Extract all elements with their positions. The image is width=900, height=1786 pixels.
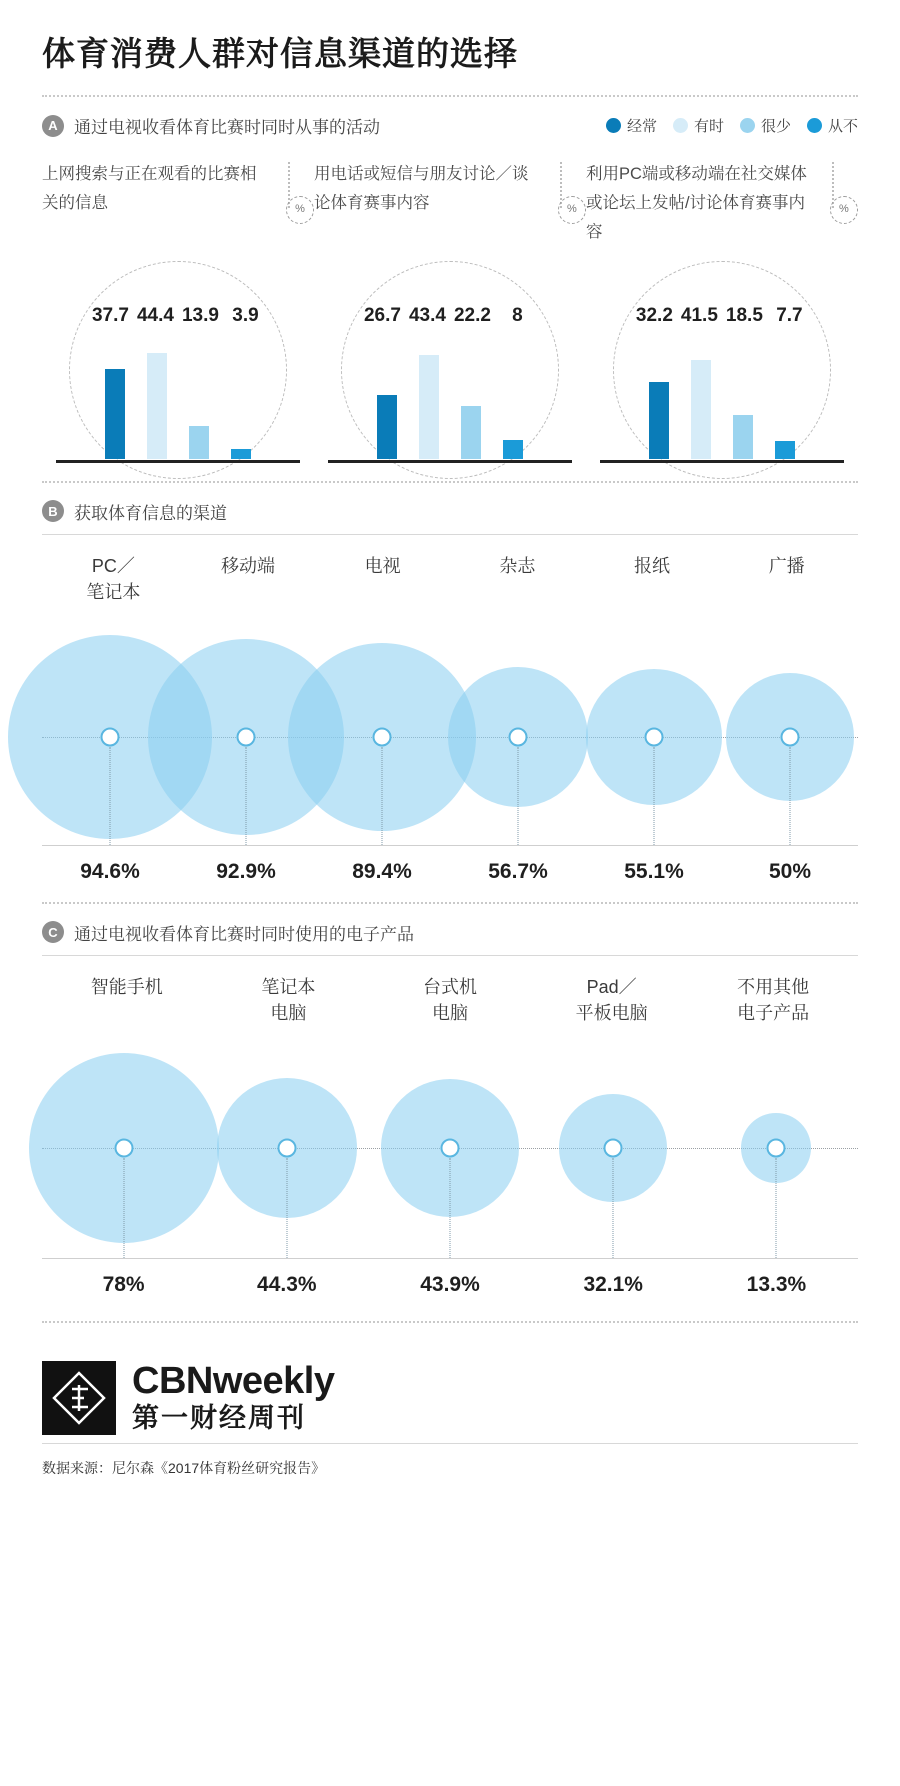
column-label-text: 上网搜索与正在观看的比赛相关的信息 [42, 165, 257, 212]
value-label: 92.9% [216, 859, 276, 883]
bubble-item [722, 617, 858, 845]
bubble-row [42, 1038, 858, 1258]
value-label: 44.3% [257, 1273, 317, 1296]
legend-label: 从不 [827, 118, 858, 135]
bubble-stem [518, 747, 519, 845]
bubble-node [441, 1139, 460, 1158]
bar [147, 353, 167, 459]
bubble-node [373, 727, 392, 746]
bar [691, 360, 711, 459]
footer [42, 1323, 858, 1478]
bar-value: 3.9 [232, 304, 259, 326]
legend-swatch-icon [606, 118, 621, 133]
column-label-text: 用电话或短信与朋友讨论／谈论体育赛事内容 [313, 165, 529, 212]
value-label: 50% [768, 859, 812, 883]
bubble-node [237, 727, 256, 746]
bar-value: 41.5 [680, 304, 718, 326]
percent-icon: % [558, 196, 586, 224]
bar-value: 13.9 [181, 304, 219, 326]
bubble-item [205, 1038, 368, 1258]
section-b-values [42, 846, 858, 884]
bubble-item [695, 1038, 858, 1258]
bar-chart-group [586, 261, 858, 481]
brand-block [42, 1341, 858, 1443]
bubble-node [277, 1139, 296, 1158]
bubble-stem [790, 747, 791, 845]
bar [649, 382, 669, 459]
legend-item [807, 115, 858, 136]
bar [461, 406, 481, 459]
legend-swatch-icon [673, 118, 688, 133]
category-label: 移动端 [221, 555, 275, 576]
bubble-stem [654, 747, 655, 845]
axis-line [328, 460, 572, 463]
bubble-stem [776, 1158, 777, 1258]
legend-a [606, 115, 858, 136]
page-title: 体育消费人群对信息渠道的选择 [42, 35, 518, 72]
bar-value: 44.4 [136, 304, 174, 326]
legend-item [673, 115, 724, 136]
percent-icon: % [830, 196, 858, 224]
bar-value: 22.2 [453, 304, 491, 326]
section-a-badge: A [42, 115, 64, 137]
section-c-title: 通过电视收看体育比赛时同时使用的电子产品 [74, 924, 414, 944]
bubble-item [532, 1038, 695, 1258]
value-label: 13.3% [746, 1273, 807, 1296]
value-label: 94.6% [80, 859, 140, 883]
legend-label: 经常 [626, 118, 657, 135]
bars [314, 339, 586, 459]
bubble-item [314, 617, 450, 845]
column-label-text: 利用PC端或移动端在社交媒体或论坛上发帖/讨论体育赛事内容 [585, 165, 807, 241]
legend-item [606, 115, 657, 136]
bars [42, 339, 314, 459]
bar [775, 441, 795, 459]
section-c-categories [42, 956, 858, 1026]
section-c-badge: C [42, 921, 64, 943]
category-label: 智能手机 [90, 976, 163, 997]
bubble-item [450, 617, 586, 845]
section-c-header [42, 904, 858, 955]
category-label: Pad／ 平板电脑 [575, 976, 648, 1023]
category-label: 杂志 [499, 555, 536, 576]
bar [419, 355, 439, 459]
bubble-stem [246, 747, 247, 845]
bar-value: 8 [512, 304, 523, 326]
bubble-node [645, 727, 664, 746]
legend-swatch-icon [740, 118, 755, 133]
bar-value: 18.5 [725, 304, 763, 326]
bubble-item [586, 617, 722, 845]
bubble-item [368, 1038, 531, 1258]
bar [377, 395, 397, 459]
bubble-node [114, 1139, 133, 1158]
brand-name-cn: 第一财经周刊 [132, 1402, 306, 1433]
bar-value-labels [42, 305, 314, 327]
category-label: 电视 [364, 555, 401, 576]
bar [503, 440, 523, 459]
legend-label: 很少 [760, 118, 791, 135]
bubble-node [101, 727, 120, 746]
bubble-stem [123, 1158, 124, 1258]
bar-value: 26.7 [363, 304, 401, 326]
bar-value: 7.7 [776, 304, 803, 326]
category-label: PC／ 笔记本 [86, 555, 141, 602]
category-label: 广播 [768, 555, 805, 576]
section-b-bubbles [42, 617, 858, 845]
section-b-title: 获取体育信息的渠道 [74, 503, 227, 523]
legend-item [740, 115, 791, 136]
section-a-title: 通过电视收看体育比赛时同时从事的活动 [74, 118, 380, 137]
bubble-node [781, 727, 800, 746]
value-label: 78% [102, 1273, 145, 1296]
legend-swatch-icon [807, 118, 822, 133]
bar-value: 43.4 [408, 304, 446, 326]
bar-value: 37.7 [91, 304, 129, 326]
section-a-charts [42, 261, 858, 481]
bar-value-labels [314, 305, 586, 327]
bubble-node [509, 727, 528, 746]
bubble-stem [286, 1158, 287, 1258]
bubble-stem [450, 1158, 451, 1258]
axis-line [56, 460, 300, 463]
category-label: 笔记本 电脑 [261, 976, 316, 1023]
value-label: 55.1% [624, 859, 684, 883]
bar-value: 32.2 [635, 304, 673, 326]
bubble-stem [613, 1158, 614, 1258]
bar [733, 415, 753, 459]
bars [586, 339, 858, 459]
section-a-header [42, 97, 858, 148]
bar [231, 449, 251, 459]
value-label: 89.4% [352, 859, 412, 883]
bar-value-labels [586, 305, 858, 327]
section-c-values [42, 1259, 858, 1297]
category-label: 不用其他 电子产品 [737, 976, 810, 1023]
category-label: 台式机 电脑 [422, 976, 477, 1023]
category-label: 报纸 [634, 555, 671, 576]
bubble-stem [110, 747, 111, 845]
bubble-stem [382, 747, 383, 845]
brand-name-en: CBNweekly [132, 1359, 335, 1402]
value-label: 32.1% [583, 1273, 643, 1296]
column-label [314, 160, 586, 247]
bar [105, 369, 125, 459]
bar-chart-group [314, 261, 586, 481]
section-b-categories [42, 535, 858, 605]
axis-line [600, 460, 844, 463]
bar-chart-group [42, 261, 314, 481]
value-label: 43.9% [420, 1273, 480, 1296]
bubble-node [767, 1139, 786, 1158]
cbn-logo-icon [42, 1361, 116, 1435]
section-b-header [42, 483, 858, 534]
section-b-badge: B [42, 500, 64, 522]
section-c-bubbles [42, 1038, 858, 1258]
legend-label: 有时 [693, 118, 724, 135]
percent-icon: % [286, 196, 314, 224]
source-note: 数据来源：尼尔森《2017体育粉丝研究报告》 [42, 1460, 326, 1476]
column-label [586, 160, 858, 247]
value-label: 56.7% [488, 859, 548, 883]
bubble-row [42, 617, 858, 845]
bubble-item [42, 1038, 205, 1258]
column-label [42, 160, 314, 247]
bar [189, 426, 209, 459]
section-a-column-labels [42, 148, 858, 247]
brand-text [132, 1359, 335, 1434]
bubble-node [604, 1139, 623, 1158]
